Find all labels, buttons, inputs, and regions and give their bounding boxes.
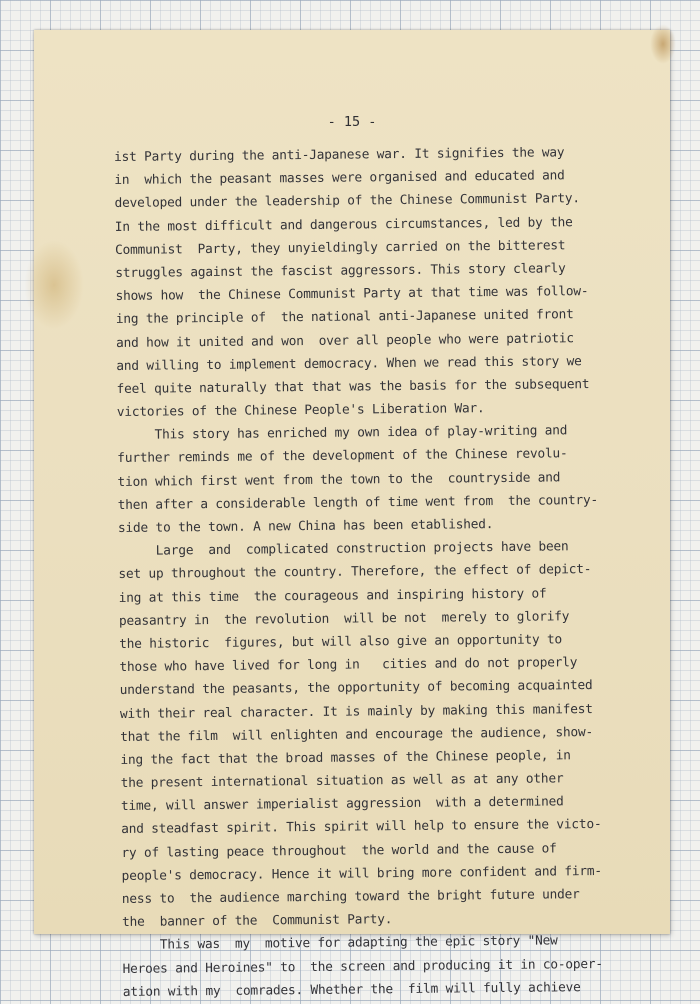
text-line: with their real character. It is mainly by making this manifest [119, 701, 593, 722]
text-line: ist Party during the anti-Japanese war. It signifies the way [114, 145, 565, 165]
paper-stain [650, 24, 676, 64]
text-line: feel quite naturally that that was the basis for the subsequent [116, 376, 590, 397]
text-line: the present international situation as well as at any other [120, 771, 564, 792]
text-line: then after a considerable length of time went from the country- [117, 492, 599, 513]
text-line: ing the principle of the national anti-Japanese united front [115, 307, 574, 328]
text-line: time, will answer imperialist aggression with a determined [120, 794, 564, 815]
text-line: that the film will enlighten and encourage the audience, show- [120, 724, 594, 745]
text-line: victories of the Chinese People's Liberation War. [116, 401, 485, 421]
text-line: ry of lasting peace throughout the world and the cause of [121, 841, 557, 861]
text-line: developed under the leadership of the Chinese Communist Party. [114, 191, 580, 212]
text-line: ing at this time the courageous and inspiring history of [118, 586, 547, 606]
text-line: the banner of the Communist Party. [122, 912, 393, 931]
text-line: This story has enriched my own idea of play-writing and [116, 423, 568, 444]
text-line: Heroes and Heroines" to the screen and producing it in co-oper- [122, 956, 603, 977]
text-line: and willing to implement democracy. When we read this story we [116, 353, 582, 374]
text-line: struggles against the fascist aggressors. This story clearly [115, 261, 566, 281]
text-line: and steadfast spirit. This spirit will help to ensure the victo- [121, 817, 602, 838]
text-line: tion which first went from the town to the countryside and [117, 469, 561, 490]
text-line: ing the fact that the broad masses of the Chinese people, in [120, 748, 571, 768]
text-line: Communist Party, they unyieldingly carried on the bitterest [115, 238, 566, 258]
text-line: peasantry in the revolution will be not merely to glorify [118, 609, 570, 629]
text-line: the historic figures, but will also give an opportunity to [119, 632, 563, 652]
document-page [34, 30, 670, 1000]
text-line: further reminds me of the development of the Chinese revolu- [117, 446, 568, 467]
page-number: - 15 - [327, 114, 377, 130]
paper-stain [24, 240, 84, 330]
body-text [114, 141, 643, 1004]
text-line: ness to the audience marching toward the bright future under [121, 887, 580, 907]
text-line: set up throughout the country. Therefore, the effect of depict- [118, 562, 592, 583]
text-line: side to the town. A new China has been etablished. [117, 517, 494, 536]
text-line: shows how the Chinese Communist Party at that time was follow- [115, 284, 589, 305]
text-line: in which the peasant masses were organised and educated and [114, 168, 565, 189]
text-line: people's democracy. Hence it will bring more confident and firm- [121, 863, 602, 884]
text-line: This was my motive for adapting the epic story "New [122, 933, 558, 954]
text-line: and how it united and won over all people who were patriotic [115, 330, 574, 351]
text-line: Large and complicated construction projects have been [118, 539, 569, 560]
text-line: those who have lived for long in cities and do not properly [119, 655, 578, 676]
text-line: In the most difficult and dangerous circumstances, led by the [114, 214, 573, 235]
text-line: understand the peasants, the opportunity of becoming acquainted [119, 678, 593, 699]
text-line: ation with my comrades. Whether the film will fully achieve [122, 979, 581, 1000]
